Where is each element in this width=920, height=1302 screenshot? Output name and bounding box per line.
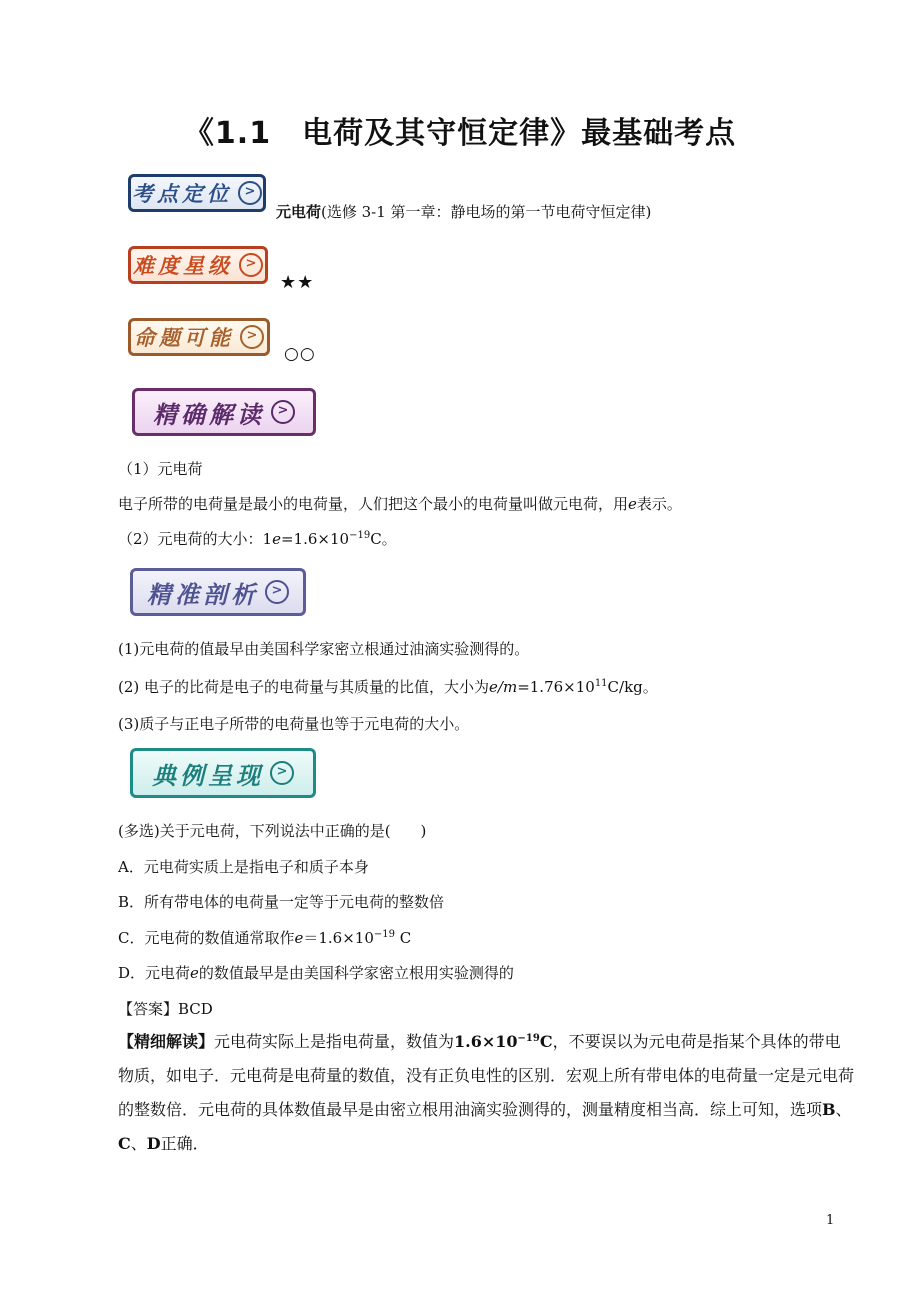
text: （2）元电荷的大小：1 [118, 530, 273, 548]
badge-difficulty [128, 246, 268, 284]
symbol-e: e [294, 929, 304, 947]
example-answer: 【答案】BCD [118, 1000, 213, 1018]
text: 表示。 [636, 495, 682, 513]
text: (2) 电子的比荷是电子的电荷量与其质量的比值，大小为 [118, 678, 490, 696]
solution-line [118, 1093, 852, 1127]
example-option-a: A．元电荷实质上是指电子和质子本身 [118, 858, 369, 876]
value: =1.6×10 [280, 530, 350, 548]
example-option-d [118, 962, 514, 983]
solution-paragraph [118, 1025, 855, 1161]
chevron-right-icon: > [270, 761, 294, 785]
solution-line: 物质，如电子．元电荷是电荷量的数值，没有正负电性的区别．宏观上所有带电体的电荷量一定是元电荷 [118, 1066, 855, 1085]
unit: C/kg。 [607, 678, 658, 696]
badge-exam-point [128, 174, 266, 212]
text: 的数值最早是由美国科学家密立根用实验测得的 [198, 964, 514, 982]
page-number: 1 [826, 1213, 835, 1228]
analysis-item2 [118, 676, 658, 697]
exponent: −19 [373, 929, 395, 940]
badge-explain [132, 388, 316, 436]
chevron-right-icon: > [238, 181, 262, 205]
text: 电子所带的电荷量是最小的电荷量，人们把这个最小的电荷量叫做元电荷，用 [118, 495, 629, 513]
exponent: −19 [517, 1033, 540, 1044]
option-letter: B [822, 1100, 836, 1119]
text: ，不要误以为元电荷是指某个具体的带电 [552, 1032, 841, 1051]
text: D．元电荷 [118, 964, 191, 982]
solution-line [118, 1025, 841, 1059]
badge-label: 典例呈现 [152, 760, 264, 790]
badge-label: 精确解读 [153, 399, 265, 429]
chevron-right-icon: > [239, 253, 263, 277]
symbol-e: e [190, 964, 199, 982]
badge-likelihood [128, 318, 270, 356]
unit: C [539, 1032, 553, 1051]
value: ＝1.6×10 [303, 929, 374, 947]
exam-point-term: 元电荷 [276, 203, 322, 221]
example-question: (多选)关于元电荷，下列说法中正确的是( ) [118, 822, 427, 840]
option-letter: C [118, 1134, 131, 1153]
exam-point-text [276, 201, 651, 222]
badge-label: 考点定位 [132, 181, 232, 206]
difficulty-stars: ★★ [280, 272, 315, 293]
unit: C [395, 929, 412, 947]
example-option-c [118, 927, 411, 948]
exponent: −19 [349, 530, 371, 541]
badge-example [130, 748, 316, 798]
page-title: 《1.1 电荷及其守恒定律》最基础考点 [183, 116, 737, 151]
text: 元电荷实际上是指电荷量，数值为 [214, 1032, 455, 1051]
analysis-item3: (3)质子与正电子所带的电荷量也等于元电荷的大小。 [118, 715, 470, 733]
option-letter: D [146, 1134, 161, 1153]
solution-label: 【精细解读】 [118, 1032, 215, 1051]
badge-label: 难度星级 [133, 253, 233, 278]
badge-analysis [130, 568, 306, 616]
text: 、 [835, 1100, 852, 1119]
symbol-e: e [272, 530, 281, 548]
badge-label: 精准剖析 [147, 579, 259, 609]
text: C．元电荷的数值通常取作 [118, 929, 295, 947]
ratio: e/m [489, 678, 518, 696]
explain-item1-heading: （1）元电荷 [118, 460, 203, 478]
value: 1.6×10 [454, 1032, 518, 1051]
chevron-right-icon: > [240, 325, 264, 349]
unit: C。 [370, 530, 397, 548]
value: =1.76×10 [517, 678, 595, 696]
explain-item1-body [118, 493, 682, 514]
text: 的整数倍．元电荷的具体数值最早是由密立根用油滴实验测得的，测量精度相当高．综上可知，选项 [118, 1100, 823, 1119]
text: 、 [130, 1134, 147, 1153]
exponent: 11 [594, 678, 608, 689]
exam-point-detail: (选修 3-1 第一章：静电场的第一节电荷守恒定律) [321, 203, 652, 221]
badge-label: 命题可能 [134, 325, 234, 350]
explain-item2 [118, 528, 397, 549]
likelihood-marks: ○○ [284, 344, 316, 364]
example-option-b: B．所有带电体的电荷量一定等于元电荷的整数倍 [118, 893, 445, 911]
solution-line [118, 1127, 838, 1161]
text: 正确． [160, 1134, 209, 1153]
analysis-item1: (1)元电荷的值最早由美国科学家密立根通过油滴实验测得的。 [118, 640, 530, 658]
chevron-right-icon: > [265, 580, 289, 604]
symbol-e: e [628, 495, 637, 513]
chevron-right-icon: > [271, 400, 295, 424]
